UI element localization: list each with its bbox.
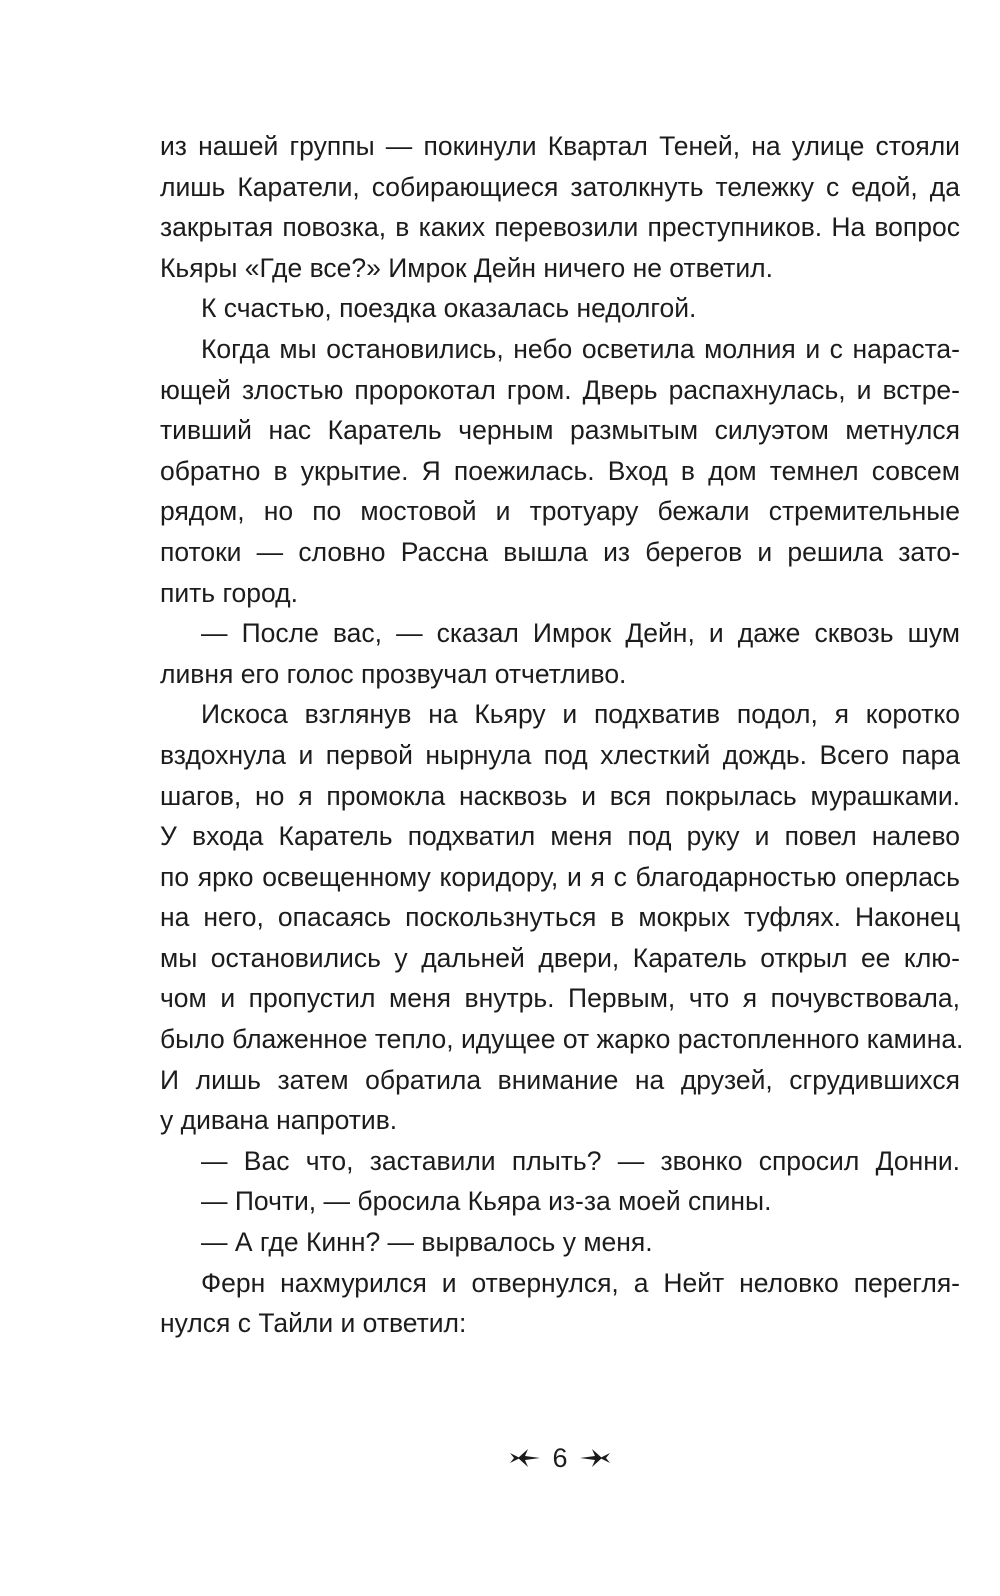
arrow-ornament-left-icon xyxy=(578,1446,612,1470)
text-line: из нашей группы — покинули Квартал Теней, на улице стояли xyxy=(160,131,960,161)
text-line: закрытая повозка, в каких перевозили преступников. На вопрос xyxy=(160,212,960,243)
text-line: — А где Кинн? — вырвалось у меня. xyxy=(201,1227,653,1258)
text-line: Когда мы остановились, небо осветила молния и с нараста- xyxy=(201,333,960,364)
text-line: нулся с Тайли и ответил: xyxy=(160,1308,467,1339)
text-line: тивший нас Каратель черным размытым силуэтом метнулся xyxy=(160,415,960,446)
text-line: вздохнула и первой нырнула под хлесткий дождь. Всего пара xyxy=(160,739,960,770)
text-line: пить город. xyxy=(160,577,298,608)
page-number: 6 xyxy=(552,1443,568,1473)
text-line: по ярко освещенному коридору, и я с благодарностью оперлась xyxy=(160,861,960,892)
text-line: рядом, но по мостовой и тротуару бежали стремительные xyxy=(160,496,960,527)
text-line: мы остановились у дальней двери, Каратель открыл ее клю- xyxy=(160,942,960,973)
text-line: лишь Каратели, собирающиеся затолкнуть тележку с едой, да xyxy=(160,171,960,202)
text-line: Искоса взглянув на Кьяру и подхватив подол, я коротко xyxy=(201,699,960,730)
text-line: чом и пропустил меня внутрь. Первым, что я почувствовала, xyxy=(160,983,960,1014)
text-line: Кьяры «Где все?» Имрок Дейн ничего не ответил. xyxy=(160,252,774,283)
page-body xyxy=(160,126,964,1344)
page-folio xyxy=(60,1436,1000,1480)
text-line: было блаженное тепло, идущее от жарко растопленного камина. xyxy=(160,1024,964,1055)
text-line: шагов, но я промокла насквозь и вся покрылась мурашками. xyxy=(160,780,960,811)
text-line: И лишь затем обратила внимание на друзей, сгрудившихся xyxy=(160,1064,960,1095)
text-line: У входа Каратель подхватил меня под руку и повел налево xyxy=(160,821,960,852)
text-line: ющей злостью пророкотал гром. Дверь распахнулась, и встре- xyxy=(160,374,960,405)
text-line: ливня его голос прозвучал отчетливо. xyxy=(160,658,627,689)
text-line: — После вас, — сказал Имрок Дейн, и даже сквозь шум xyxy=(201,618,960,649)
text-line: — Вас что, заставили плыть? — звонко спросил Донни. xyxy=(201,1145,960,1176)
text-line: К счастью, поездка оказалась недолгой. xyxy=(201,293,697,324)
arrow-ornament-right-icon xyxy=(508,1446,542,1470)
text-line: у дивана напротив. xyxy=(160,1105,398,1136)
text-line: потоки — словно Рассна вышла из берегов и решила зато- xyxy=(160,536,960,567)
text-line: — Почти, — бросила Кьяра из-за моей спины. xyxy=(201,1186,772,1217)
text-line: обратно в укрытие. Я поежилась. Вход в дом темнел совсем xyxy=(160,455,960,486)
text-line: Ферн нахмурился и отвернулся, а Нейт неловко перегля- xyxy=(201,1267,960,1298)
text-line: на него, опасаясь поскользнуться в мокрых туфлях. Наконец xyxy=(160,902,960,933)
